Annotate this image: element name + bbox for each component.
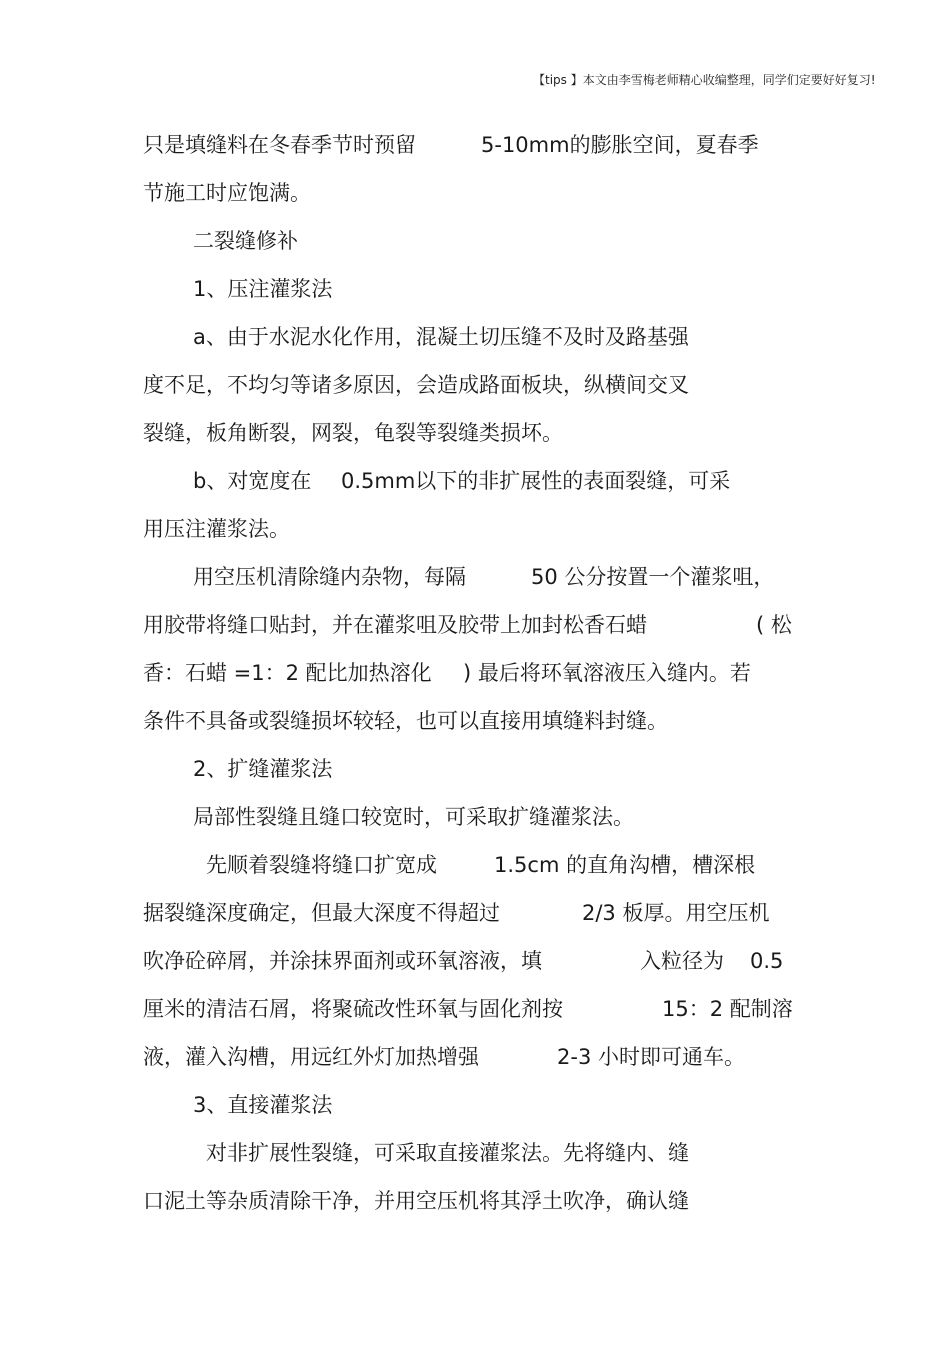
text-segment: 0.5 <box>750 949 784 973</box>
text-segment: 2、扩缝灌浆法 <box>193 757 333 781</box>
text-segment: ) 最后将环氧溶液压入缝内。若 <box>463 661 751 685</box>
text-segment: 3、直接灌浆法 <box>193 1093 333 1117</box>
text-segment: 入粒径为 <box>640 949 724 973</box>
text-segment: 吹净砼碎屑，并涂抹界面剂或环氧溶液，填 <box>143 949 542 973</box>
text-segment: 50 公分按置一个灌浆咀， <box>531 565 775 589</box>
header-note: 【tips 】本文由李雪梅老师精心收编整理，同学们定要好好复习! <box>533 73 876 87</box>
text-segment: 二裂缝修补 <box>193 229 298 253</box>
text-segment: 裂缝，板角断裂，网裂，龟裂等裂缝类损坏。 <box>143 421 563 445</box>
text-segment: 15：2 配制溶 <box>662 997 793 1021</box>
text-segment: 用胶带将缝口贴封，并在灌浆咀及胶带上加封松香石蜡 <box>143 613 647 637</box>
text-segment: 条件不具备或裂缝损坏较轻，也可以直接用填缝料封缝。 <box>143 709 668 733</box>
text-segment: 液，灌入沟槽，用远红外灯加热增强 <box>143 1045 479 1069</box>
text-segment: 先顺着裂缝将缝口扩宽成 <box>206 853 437 877</box>
text-segment: 0.5mm以下的非扩展性的表面裂缝，可采 <box>341 469 731 493</box>
text-segment: 节施工时应饱满。 <box>143 181 311 205</box>
text-segment: b、对宽度在 <box>193 469 312 493</box>
text-segment: 2-3 小时即可通车。 <box>557 1045 745 1069</box>
text-segment: ( 松 <box>756 613 792 637</box>
text-segment: 用压注灌浆法。 <box>143 517 290 541</box>
text-segment: 用空压机清除缝内杂物，每隔 <box>193 565 466 589</box>
text-segment: 香：石蜡 =1：2 配比加热溶化 <box>143 661 432 685</box>
text-segment: 2/3 板厚。用空压机 <box>582 901 770 925</box>
text-segment: 口泥土等杂质清除干净，并用空压机将其浮土吹净，确认缝 <box>143 1189 689 1213</box>
text-segment: 局部性裂缝且缝口较宽时，可采取扩缝灌浆法。 <box>193 805 634 829</box>
text-segment: 厘米的清洁石屑，将聚硫改性环氧与固化剂按 <box>143 997 563 1021</box>
text-segment: a、由于水泥水化作用，混凝土切压缝不及时及路基强 <box>193 325 689 349</box>
text-segment: 度不足，不均匀等诸多原因，会造成路面板块，纵横间交叉 <box>143 373 689 397</box>
text-segment: 只是填缝料在冬春季节时预留 <box>143 133 416 157</box>
text-segment: 1、压注灌浆法 <box>193 277 333 301</box>
text-segment: 5-10mm的膨胀空间，夏春季 <box>481 133 759 157</box>
text-segment: 据裂缝深度确定，但最大深度不得超过 <box>143 901 500 925</box>
text-segment: 1.5cm 的直角沟槽，槽深根 <box>494 853 756 877</box>
text-segment: 对非扩展性裂缝，可采取直接灌浆法。先将缝内、缝 <box>206 1141 689 1165</box>
